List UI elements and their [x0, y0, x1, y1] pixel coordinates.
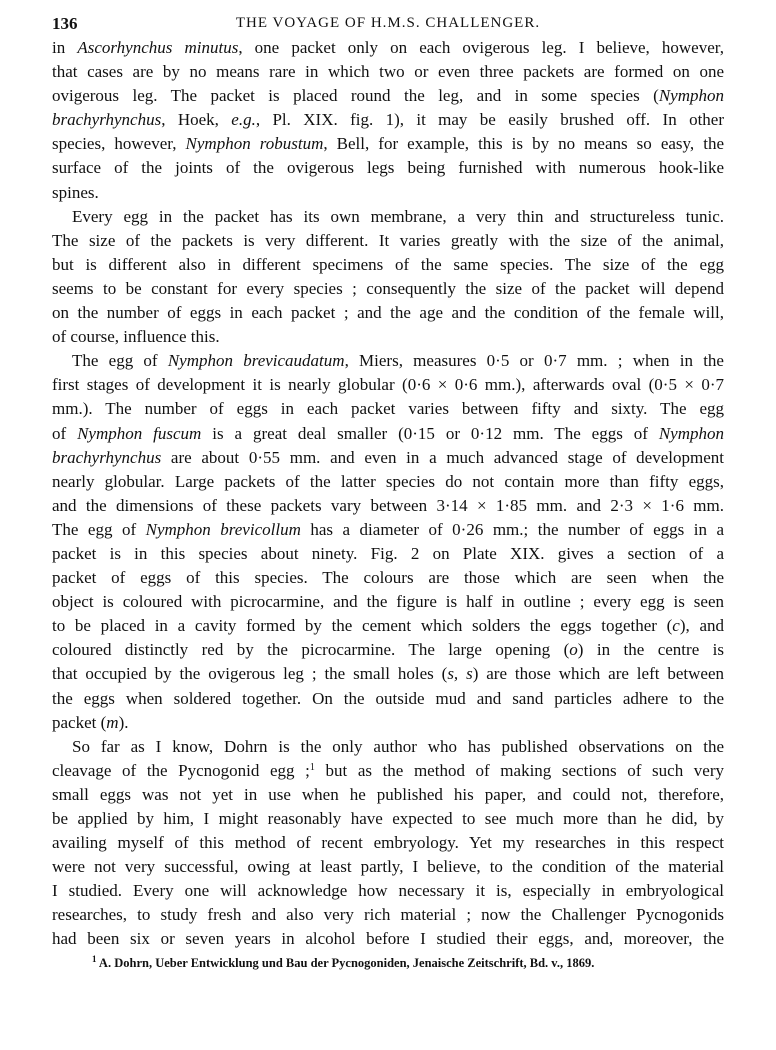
text-segment: nearly globular. Large packets of the latter species do not contain more than fifty eggs,	[52, 471, 724, 491]
italic-text: brachyrhynchus	[52, 110, 162, 130]
paragraph	[52, 735, 724, 952]
text-line	[52, 470, 724, 494]
text-segment: that cases are by no means rare in which two or even three packets are formed on one	[52, 62, 724, 82]
italic-text: Nymphon brevicollum	[145, 519, 301, 539]
italic-text: s, s	[447, 664, 473, 684]
text-segment: cleavage of the Pycnogonid egg ;	[52, 760, 310, 780]
italic-text: Nymphon brevicaudatum	[167, 351, 345, 371]
text-segment: ).	[118, 712, 129, 732]
text-line	[52, 614, 724, 638]
text-line	[52, 181, 724, 205]
text-segment: The egg of	[72, 351, 168, 371]
text-line	[52, 783, 724, 807]
italic-text: m	[106, 712, 119, 732]
text-segment: ), and	[679, 616, 724, 636]
paragraph	[52, 205, 724, 350]
italic-text: e.g.	[231, 110, 256, 130]
footnote-marker: 1	[92, 954, 97, 964]
italic-text: Nymphon	[658, 86, 724, 106]
text-line	[52, 927, 724, 951]
text-line	[52, 301, 724, 325]
text-segment: The egg of	[52, 519, 146, 539]
text-segment: , Miers, measures 0·5 or 0·7 mm. ; when in the	[344, 351, 724, 371]
text-line	[52, 253, 724, 277]
italic-text: Nymphon	[658, 423, 724, 443]
italic-text: c	[672, 616, 680, 636]
text-line	[52, 831, 724, 855]
text-line	[52, 711, 724, 735]
text-segment: first stages of development it is nearly globular (0·6 × 0·6 mm.), afterwards oval (0·5 × 0·7	[52, 375, 724, 395]
text-segment: The size of the packets is very different. It varies greatly with the size of the animal,	[52, 230, 724, 250]
text-segment: that occupied by the ovigerous leg ; the small holes (	[52, 664, 448, 684]
text-line	[52, 349, 724, 373]
text-line	[52, 446, 724, 470]
text-line	[52, 590, 724, 614]
text-segment: be applied by him, I might reasonably have expected to see much more than he did, by	[52, 809, 724, 828]
text-line	[52, 60, 724, 84]
italic-text: o	[569, 640, 578, 660]
text-segment: mm.). The number of eggs in each packet varies between fifty and sixty. The egg	[52, 399, 724, 419]
text-segment: but is different also in different specimens of the same species. The size of the egg	[52, 254, 724, 274]
text-line	[52, 132, 724, 156]
italic-text: Ascorhynchus minutus	[77, 38, 239, 57]
text-segment: I studied. Every one will acknowledge how necessary it is, especially in embryological	[52, 881, 724, 901]
text-segment: of	[52, 423, 78, 443]
text-line	[52, 229, 724, 253]
text-segment: ) are those which are left between	[472, 664, 724, 684]
running-title: THE VOYAGE OF H.M.S. CHALLENGER.	[235, 15, 541, 31]
text-segment: to be placed in a cavity formed by the cement which solders the eggs together (	[52, 616, 673, 636]
text-segment: surface of the joints of the ovigerous legs being furnished with numerous hook-like	[52, 158, 724, 178]
text-line	[52, 879, 724, 903]
italic-text: Nymphon robustum	[185, 134, 324, 154]
text-segment: coloured distinctly red by the picrocarmine. The large opening (	[52, 640, 570, 660]
text-segment: packet (	[52, 712, 107, 732]
text-segment: species, however,	[52, 134, 186, 154]
text-line	[52, 759, 724, 783]
text-segment: were not very successful, owing at least partly, I believe, to the condition of the material	[52, 857, 724, 877]
text-segment: packet of eggs of this species. The colours are those which are seen when the	[52, 568, 724, 588]
body-text	[52, 36, 724, 952]
footnote	[92, 956, 594, 971]
text-line	[52, 855, 724, 879]
text-segment: but as the method of making sections of such very	[314, 760, 724, 780]
text-line	[52, 638, 724, 662]
text-segment: on the number of eggs in each packet ; and the age and the condition of the female will,	[52, 303, 724, 323]
page-number: 136	[52, 14, 78, 33]
text-line	[52, 687, 724, 711]
text-line	[52, 807, 724, 831]
text-segment: is a great deal smaller (0·15 or 0·12 mm. The eggs of	[201, 423, 659, 443]
paragraph	[52, 36, 724, 205]
text-segment: , Pl. XIX. fig. 1), it may be easily brushed off. In other	[255, 110, 725, 130]
text-segment: had been six or seven years in alcohol before I studied their eggs, and, moreover, the	[52, 929, 724, 949]
text-segment: has a diameter of 0·26 mm.; the number of eggs in a	[300, 519, 724, 539]
text-line	[52, 735, 724, 759]
text-segment: So far as I know, Dohrn is the only author who has published observations on the	[72, 736, 724, 756]
text-line	[52, 566, 724, 590]
text-line	[52, 325, 724, 349]
footnote-text: A. Dohrn, Ueber Entwicklung und Bau der Pycnogoniden, Jenaische Zeitschrift, Bd. v., 1869.	[96, 956, 595, 970]
text-segment: of course, influence this.	[52, 327, 220, 347]
italic-text: brachyrhynchus	[52, 447, 162, 467]
text-line	[52, 108, 724, 132]
text-segment: researches, to study fresh and also very rich material ; now the Challenger Pycnogonids	[52, 905, 724, 925]
text-segment: , one packet only on each ovigerous leg. I believe, however,	[238, 38, 724, 57]
paragraph	[52, 349, 724, 735]
text-segment: , Hoek,	[161, 110, 232, 130]
text-line	[52, 662, 724, 686]
italic-text: Nymphon fuscum	[77, 423, 202, 443]
text-segment: the eggs when soldered together. On the outside mud and sand particles adhere to the	[52, 688, 724, 708]
footnote-reference: 1	[309, 761, 315, 773]
text-segment: and the dimensions of these packets vary between 3·14 × 1·85 mm. and 2·3 × 1·6 mm.	[52, 495, 724, 515]
text-segment: availing myself of this method of recent embryology. Yet my researches in this respect	[52, 833, 724, 853]
text-line	[52, 903, 724, 927]
text-segment: , Bell, for example, this is by no means so easy, the	[323, 134, 724, 154]
text-segment: small eggs was not yet in use when he published his paper, and could not, therefore,	[52, 784, 724, 804]
text-line	[52, 422, 724, 446]
text-line	[52, 518, 724, 542]
text-line	[52, 156, 724, 180]
text-segment: packet is in this species about ninety. Fig. 2 on Plate XIX. gives a section of a	[52, 543, 724, 563]
text-segment: ) in the centre is	[577, 640, 725, 660]
text-segment: in	[52, 38, 78, 57]
text-segment: object is coloured with picrocarmine, and the figure is half in outline ; every egg is seen	[52, 592, 724, 612]
text-line	[52, 36, 724, 60]
text-segment: are about 0·55 mm. and even in a much advanced stage of development	[161, 447, 724, 467]
text-line	[52, 373, 724, 397]
text-segment: seems to be constant for every species ; consequently the size of the packet will depend	[52, 278, 724, 298]
text-line	[52, 397, 724, 421]
text-line	[52, 542, 724, 566]
text-line	[52, 84, 724, 108]
text-segment: ovigerous leg. The packet is placed round the leg, and in some species (	[52, 86, 659, 106]
text-line	[52, 205, 724, 229]
text-segment: Every egg in the packet has its own membrane, a very thin and structureless tunic.	[72, 206, 724, 226]
text-line	[52, 277, 724, 301]
text-line	[52, 494, 724, 518]
page-header	[52, 14, 724, 38]
text-segment: spines.	[52, 182, 99, 202]
